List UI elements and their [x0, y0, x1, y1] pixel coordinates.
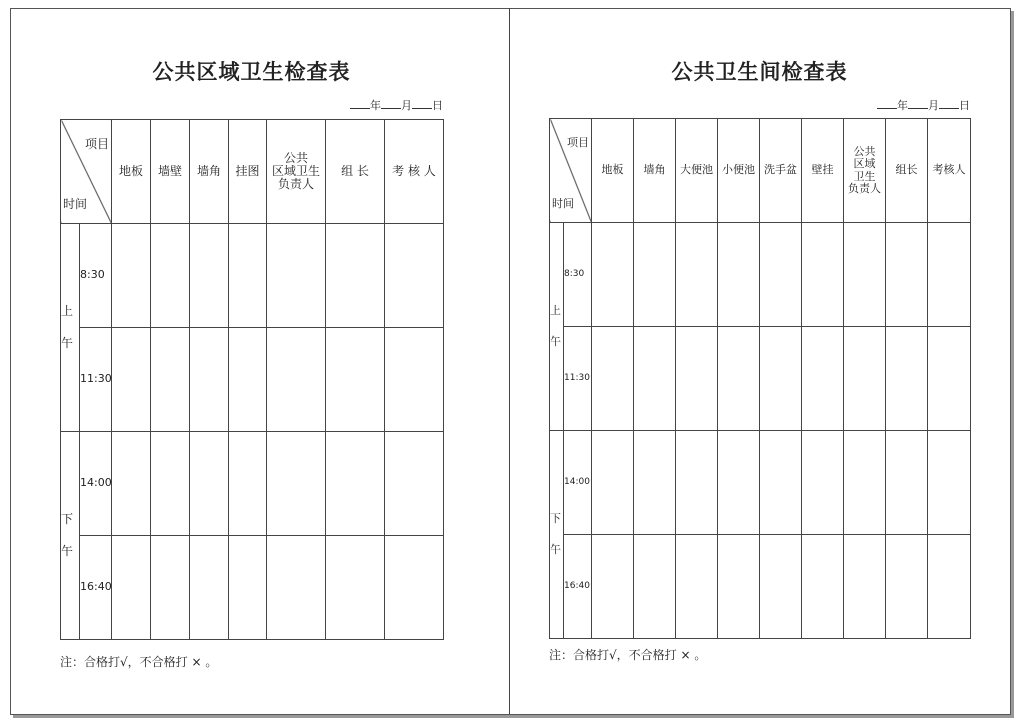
check-cell[interactable]	[844, 431, 886, 535]
check-cell[interactable]	[928, 223, 971, 327]
check-cell[interactable]	[385, 536, 444, 640]
time-cell: 16:40	[564, 535, 592, 639]
check-cell[interactable]	[112, 224, 151, 328]
check-cell[interactable]	[634, 327, 676, 431]
check-cell[interactable]	[190, 328, 229, 432]
check-cell[interactable]	[112, 432, 151, 536]
column-header: 组 长	[326, 120, 385, 224]
check-cell[interactable]	[844, 223, 886, 327]
check-cell[interactable]	[229, 328, 267, 432]
time-cell: 8:30	[564, 223, 592, 327]
right-title: 公共卫生间检查表	[671, 60, 848, 84]
check-cell[interactable]	[802, 431, 844, 535]
check-cell[interactable]	[267, 224, 326, 328]
time-cell: 14:00	[564, 431, 592, 535]
check-cell[interactable]	[802, 327, 844, 431]
check-cell[interactable]	[326, 432, 385, 536]
check-cell[interactable]	[718, 327, 760, 431]
check-cell[interactable]	[676, 431, 718, 535]
check-cell[interactable]	[760, 535, 802, 639]
check-cell[interactable]	[592, 535, 634, 639]
check-cell[interactable]	[718, 223, 760, 327]
time-cell: 11:30	[564, 327, 592, 431]
check-cell[interactable]	[886, 535, 928, 639]
column-header: 地板	[112, 120, 151, 224]
check-cell[interactable]	[928, 431, 971, 535]
check-cell[interactable]	[385, 224, 444, 328]
check-cell[interactable]	[229, 536, 267, 640]
column-header: 洗手盆	[760, 119, 802, 223]
page-divider	[509, 8, 510, 714]
left-inspection-table	[60, 119, 444, 640]
corner-cell	[550, 119, 592, 223]
check-cell[interactable]	[928, 327, 971, 431]
left-date: 年 月 日	[350, 97, 443, 113]
check-cell[interactable]	[267, 328, 326, 432]
period-cell: 上 午	[550, 223, 564, 431]
column-header: 墙角	[634, 119, 676, 223]
column-header: 墙角	[190, 120, 229, 224]
time-cell: 11:30	[80, 328, 112, 432]
check-cell[interactable]	[634, 223, 676, 327]
time-label: 时间	[63, 196, 88, 211]
check-cell[interactable]	[326, 536, 385, 640]
time-cell: 16:40	[80, 536, 112, 640]
period-cell: 下 午	[550, 431, 564, 639]
check-cell[interactable]	[634, 431, 676, 535]
check-cell[interactable]	[151, 536, 190, 640]
check-cell[interactable]	[385, 328, 444, 432]
check-cell[interactable]	[886, 223, 928, 327]
check-cell[interactable]	[676, 535, 718, 639]
check-cell[interactable]	[190, 224, 229, 328]
check-cell[interactable]	[844, 535, 886, 639]
time-cell: 8:30	[80, 224, 112, 328]
period-cell: 下 午	[61, 432, 80, 640]
column-header: 组长	[886, 119, 928, 223]
column-header: 挂图	[229, 120, 267, 224]
check-cell[interactable]	[592, 431, 634, 535]
column-header: 墙壁	[151, 120, 190, 224]
check-cell[interactable]	[229, 224, 267, 328]
column-header: 公共 区域 卫生 负责人	[844, 119, 886, 223]
check-cell[interactable]	[112, 328, 151, 432]
check-cell[interactable]	[326, 224, 385, 328]
check-cell[interactable]	[190, 536, 229, 640]
time-cell: 14:00	[80, 432, 112, 536]
check-cell[interactable]	[190, 432, 229, 536]
item-label: 项目	[567, 136, 589, 149]
check-cell[interactable]	[592, 223, 634, 327]
column-header: 考核人	[928, 119, 971, 223]
check-cell[interactable]	[886, 431, 928, 535]
check-cell[interactable]	[592, 327, 634, 431]
left-title: 公共区域卫生检查表	[152, 60, 351, 84]
check-cell[interactable]	[112, 536, 151, 640]
check-cell[interactable]	[760, 223, 802, 327]
check-cell[interactable]	[802, 535, 844, 639]
check-cell[interactable]	[267, 432, 326, 536]
check-cell[interactable]	[229, 432, 267, 536]
check-cell[interactable]	[151, 432, 190, 536]
check-cell[interactable]	[760, 327, 802, 431]
check-cell[interactable]	[385, 432, 444, 536]
period-cell: 上 午	[61, 224, 80, 432]
right-note: 注：合格打√，不合格打 × 。	[549, 648, 707, 662]
column-header: 地板	[592, 119, 634, 223]
check-cell[interactable]	[267, 536, 326, 640]
left-note: 注：合格打√，不合格打 × 。	[60, 655, 218, 669]
column-header: 壁挂	[802, 119, 844, 223]
check-cell[interactable]	[844, 327, 886, 431]
time-label: 时间	[552, 196, 574, 210]
check-cell[interactable]	[718, 431, 760, 535]
check-cell[interactable]	[802, 223, 844, 327]
check-cell[interactable]	[326, 328, 385, 432]
column-header: 公共 区域卫生 负责人	[267, 120, 326, 224]
check-cell[interactable]	[676, 223, 718, 327]
right-date: 年 月 日	[877, 97, 970, 113]
corner-cell	[61, 120, 112, 224]
check-cell[interactable]	[634, 535, 676, 639]
right-inspection-table	[549, 118, 971, 639]
check-cell[interactable]	[928, 535, 971, 639]
column-header: 考 核 人	[385, 120, 444, 224]
check-cell[interactable]	[886, 327, 928, 431]
column-header: 小便池	[718, 119, 760, 223]
check-cell[interactable]	[760, 431, 802, 535]
check-cell[interactable]	[718, 535, 760, 639]
check-cell[interactable]	[676, 327, 718, 431]
check-cell[interactable]	[151, 328, 190, 432]
item-label: 项目	[84, 137, 109, 151]
check-cell[interactable]	[151, 224, 190, 328]
column-header: 大便池	[676, 119, 718, 223]
